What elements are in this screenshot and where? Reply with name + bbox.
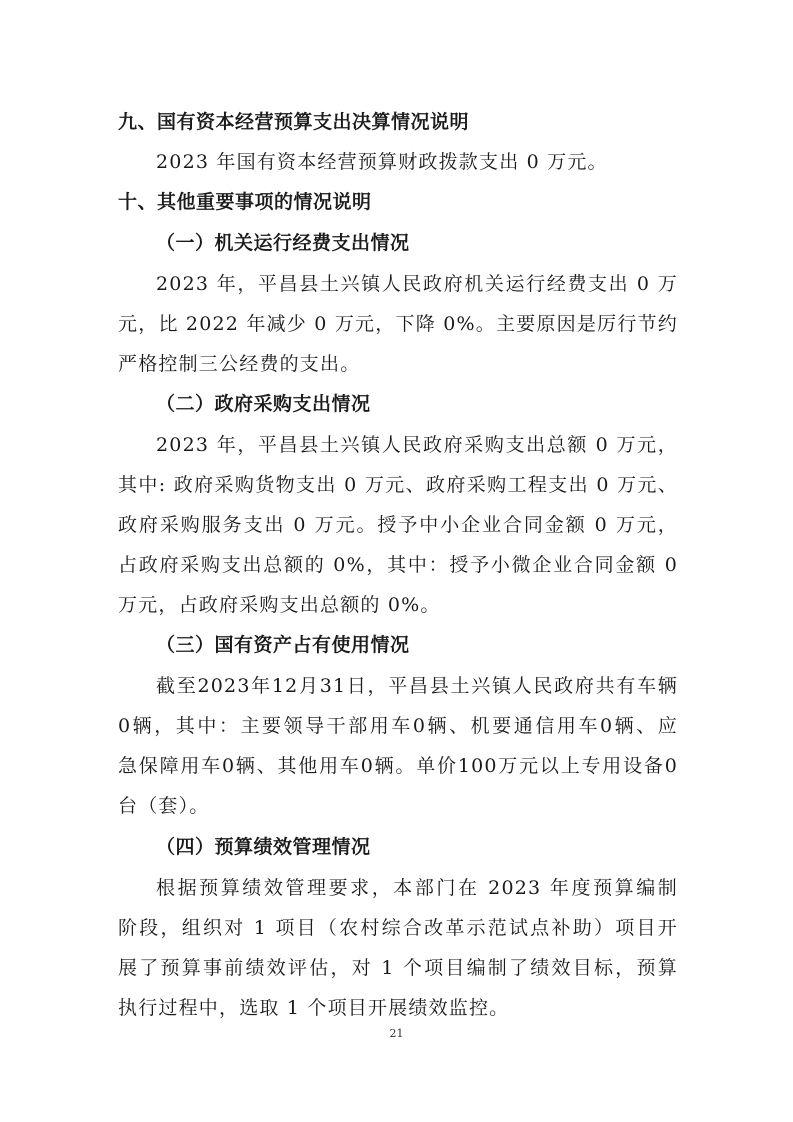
- paragraph-line: 根据预算绩效管理要求，本部门在 2023 年度预算编制: [156, 877, 678, 899]
- paragraph-line: 元，比 2022 年减少 0 万元，下降 0%。主要原因是厉行节约: [118, 313, 678, 335]
- section-heading-10: 十、其他重要事项的情况说明: [118, 191, 372, 213]
- subsection-heading-3: （三）国有资产占有使用情况: [156, 634, 410, 656]
- subsection-heading-2: （二）政府采购支出情况: [156, 393, 371, 415]
- paragraph-line: 0辆，其中：主要领导干部用车0辆、机要通信用车0辆、应: [118, 715, 678, 737]
- paragraph-line: 台（套）。: [118, 795, 210, 817]
- subsection-heading-1: （一）机关运行经费支出情况: [156, 232, 410, 254]
- subsection-heading-4: （四）预算绩效管理情况: [156, 836, 371, 858]
- paragraph-line: 万元，占政府采购支出总额的 0%。: [118, 594, 441, 616]
- paragraph-line: 急保障用车0辆、其他用车0辆。单价100万元以上专用设备0: [118, 755, 678, 777]
- paragraph-line: 其中: 政府采购货物支出 0 万元、政府采购工程支出 0 万元、: [118, 474, 678, 496]
- paragraph-line: 截至2023年12月31日，平昌县土兴镇人民政府共有车辆: [156, 675, 678, 697]
- paragraph-line: 2023 年国有资本经营预算财政拨款支出 0 万元。: [156, 151, 608, 173]
- section-heading-9: 九、国有资本经营预算支出决算情况说明: [118, 111, 470, 133]
- paragraph-line: 2023 年，平昌县土兴镇人民政府机关运行经费支出 0 万: [156, 273, 678, 295]
- paragraph-line: 2023 年，平昌县土兴镇人民政府采购支出总额 0 万元，: [156, 434, 678, 456]
- paragraph-line: 执行过程中，选取 1 个项目开展绩效监控。: [118, 997, 510, 1019]
- paragraph-line: 占政府采购支出总额的 0%，其中：授予小微企业合同金额 0: [118, 554, 678, 576]
- paragraph-line: 展了预算事前绩效评估，对 1 个项目编制了绩效目标，预算: [118, 957, 678, 979]
- paragraph-line: 阶段，组织对 1 项目（农村综合改革示范试点补助）项目开: [118, 917, 678, 939]
- paragraph-line: 严格控制三公经费的支出。: [118, 353, 361, 375]
- page-number: 21: [389, 1027, 404, 1040]
- paragraph-line: 政府采购服务支出 0 万元。授予中小企业合同金额 0 万元，: [118, 514, 678, 536]
